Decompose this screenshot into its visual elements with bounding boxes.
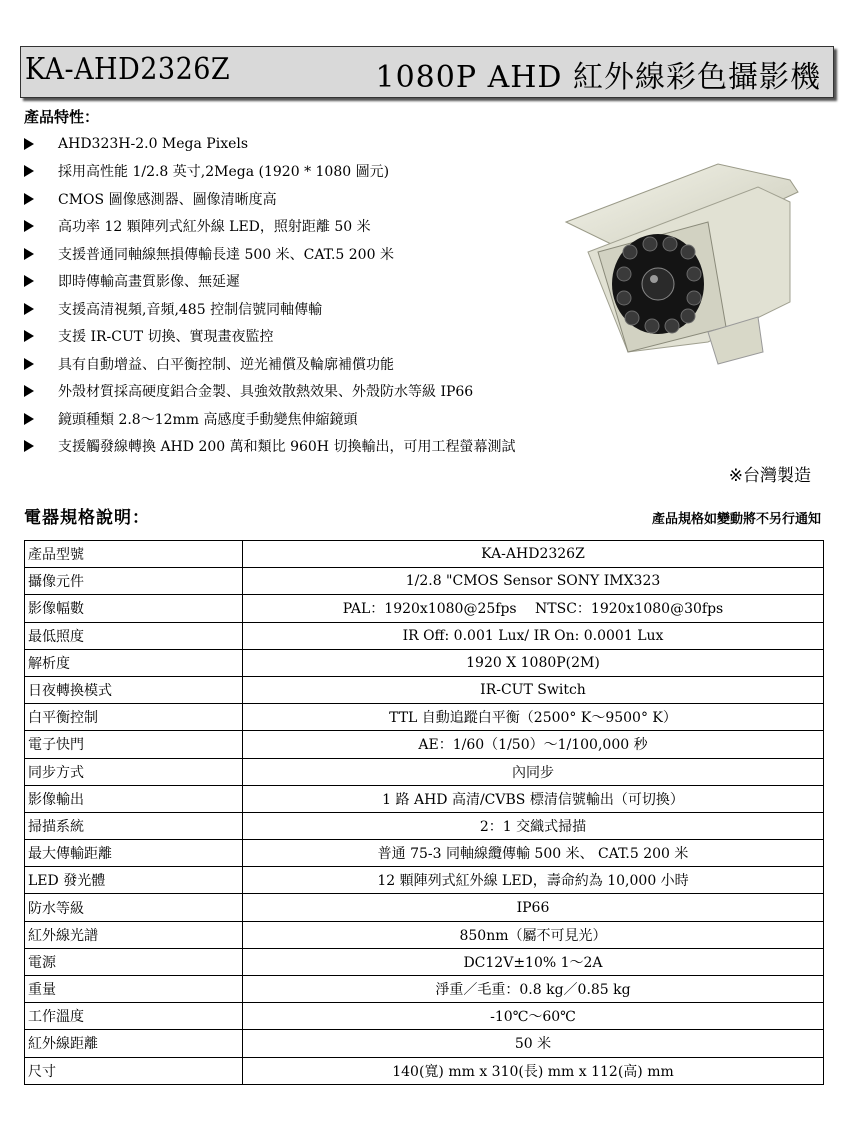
feature-item: CMOS 圖像感測器、圖像清晰度高 [24, 185, 624, 213]
spec-value: 1920 X 1080P(2M) [243, 649, 824, 676]
feature-item: 即時傳輸高畫質影像、無延遲 [24, 268, 624, 296]
table-row [25, 595, 824, 622]
feature-list [24, 130, 624, 460]
spec-value: IP66 [243, 894, 824, 921]
spec-label: 日夜轉換模式 [25, 676, 243, 703]
spec-value: 1 路 AHD 高清/CVBS 標清信號輸出（可切換） [243, 785, 824, 812]
triangle-bullet-icon [24, 165, 34, 177]
triangle-bullet-icon [24, 303, 34, 315]
table-row [25, 1030, 824, 1057]
triangle-bullet-icon [24, 275, 34, 287]
table-row [25, 649, 824, 676]
table-row [25, 676, 824, 703]
spec-label: 白平衡控制 [25, 704, 243, 731]
triangle-bullet-icon [24, 413, 34, 425]
made-in-taiwan-note: ※台灣製造 [728, 466, 811, 486]
specs-heading: 電器規格說明： [24, 508, 150, 528]
spec-label: 電源 [25, 948, 243, 975]
title-bar [20, 46, 834, 98]
spec-value: 普通 75-3 同軸線纜傳輸 500 米、 CAT.5 200 米 [243, 840, 824, 867]
feature-item: 支援普通同軸線無損傳輸長達 500 米、CAT.5 200 米 [24, 240, 624, 268]
feature-item: 鏡頭種類 2.8～12mm 高感度手動變焦伸縮鏡頭 [24, 405, 624, 433]
feature-item: 支援觸發線轉換 AHD 200 萬和類比 960H 切換輸出，可用工程螢幕測試 [24, 433, 624, 461]
spec-label: 重量 [25, 976, 243, 1003]
spec-value: 12 顆陣列式紅外線 LED，壽命約為 10,000 小時 [243, 867, 824, 894]
features-heading: 產品特性： [24, 108, 100, 126]
table-row [25, 622, 824, 649]
spec-value: 850nm（屬不可見光） [243, 921, 824, 948]
spec-label: 紅外線光譜 [25, 921, 243, 948]
spec-label: 最低照度 [25, 622, 243, 649]
feature-item: 支援高清視頻,音頻,485 控制信號同軸傳輸 [24, 295, 624, 323]
spec-value: 內同步 [243, 758, 824, 785]
table-row [25, 758, 824, 785]
spec-label: 紅外線距離 [25, 1030, 243, 1057]
spec-value: PAL：1920x1080@25fps NTSC：1920x1080@30fps [243, 595, 824, 622]
spec-label: 產品型號 [25, 541, 243, 568]
spec-label: 同步方式 [25, 758, 243, 785]
table-row [25, 976, 824, 1003]
spec-value: 140(寬) mm x 310(長) mm x 112(高) mm [243, 1057, 824, 1084]
triangle-bullet-icon [24, 220, 34, 232]
table-row [25, 921, 824, 948]
spec-table [24, 540, 824, 1085]
spec-value: KA-AHD2326Z [243, 541, 824, 568]
table-row [25, 785, 824, 812]
spec-label: 最大傳輸距離 [25, 840, 243, 867]
spec-label: 防水等級 [25, 894, 243, 921]
spec-value: 淨重／毛重：0.8 kg／0.85 kg [243, 976, 824, 1003]
product-name: 1080P AHD 紅外線彩色攝影機 [375, 60, 821, 95]
spec-value: AE：1/60（1/50）～1/100,000 秒 [243, 731, 824, 758]
table-row [25, 812, 824, 839]
spec-label: 電子快門 [25, 731, 243, 758]
feature-item: 外殼材質採高硬度鋁合金製、具強效散熱效果、外殼防水等級 IP66 [24, 378, 624, 406]
spec-value: 2：1 交織式掃描 [243, 812, 824, 839]
table-row [25, 1057, 824, 1084]
spec-label: 影像輸出 [25, 785, 243, 812]
feature-item: AHD323H-2.0 Mega Pixels [24, 130, 624, 158]
spec-value: IR Off: 0.001 Lux/ IR On: 0.0001 Lux [243, 622, 824, 649]
spec-value: IR-CUT Switch [243, 676, 824, 703]
feature-item: 具有自動增益、白平衡控制、逆光補償及輪廓補償功能 [24, 350, 624, 378]
spec-value: 50 米 [243, 1030, 824, 1057]
spec-label: 攝像元件 [25, 568, 243, 595]
spec-label: 解析度 [25, 649, 243, 676]
triangle-bullet-icon [24, 248, 34, 260]
feature-item: 高功率 12 顆陣列式紅外線 LED，照射距離 50 米 [24, 213, 624, 241]
triangle-bullet-icon [24, 330, 34, 342]
spec-value: DC12V±10% 1～2A [243, 948, 824, 975]
feature-item: 採用高性能 1/2.8 英寸,2Mega (1920 * 1080 圖元) [24, 158, 624, 186]
spec-label: 影像幅數 [25, 595, 243, 622]
triangle-bullet-icon [24, 193, 34, 205]
triangle-bullet-icon [24, 358, 34, 370]
triangle-bullet-icon [24, 138, 34, 150]
specs-change-notice: 產品規格如變動將不另行通知 [651, 512, 821, 527]
table-row [25, 731, 824, 758]
table-row [25, 894, 824, 921]
spec-value: -10℃～60℃ [243, 1003, 824, 1030]
table-row [25, 867, 824, 894]
spec-label: 工作溫度 [25, 1003, 243, 1030]
feature-item: 支援 IR-CUT 切換、實現畫夜監控 [24, 323, 624, 351]
camera-product-image [558, 152, 818, 367]
table-row [25, 541, 824, 568]
triangle-bullet-icon [24, 440, 34, 452]
spec-label: 掃描系統 [25, 812, 243, 839]
spec-value: TTL 自動追蹤白平衡（2500° K～9500° K） [243, 704, 824, 731]
triangle-bullet-icon [24, 385, 34, 397]
table-row [25, 704, 824, 731]
spec-label: LED 發光體 [25, 867, 243, 894]
table-row [25, 948, 824, 975]
table-row [25, 1003, 824, 1030]
spec-value: 1/2.8 "CMOS Sensor SONY IMX323 [243, 568, 824, 595]
table-row [25, 568, 824, 595]
spec-label: 尺寸 [25, 1057, 243, 1084]
table-row [25, 840, 824, 867]
model-number: KA-AHD2326Z [25, 52, 231, 87]
